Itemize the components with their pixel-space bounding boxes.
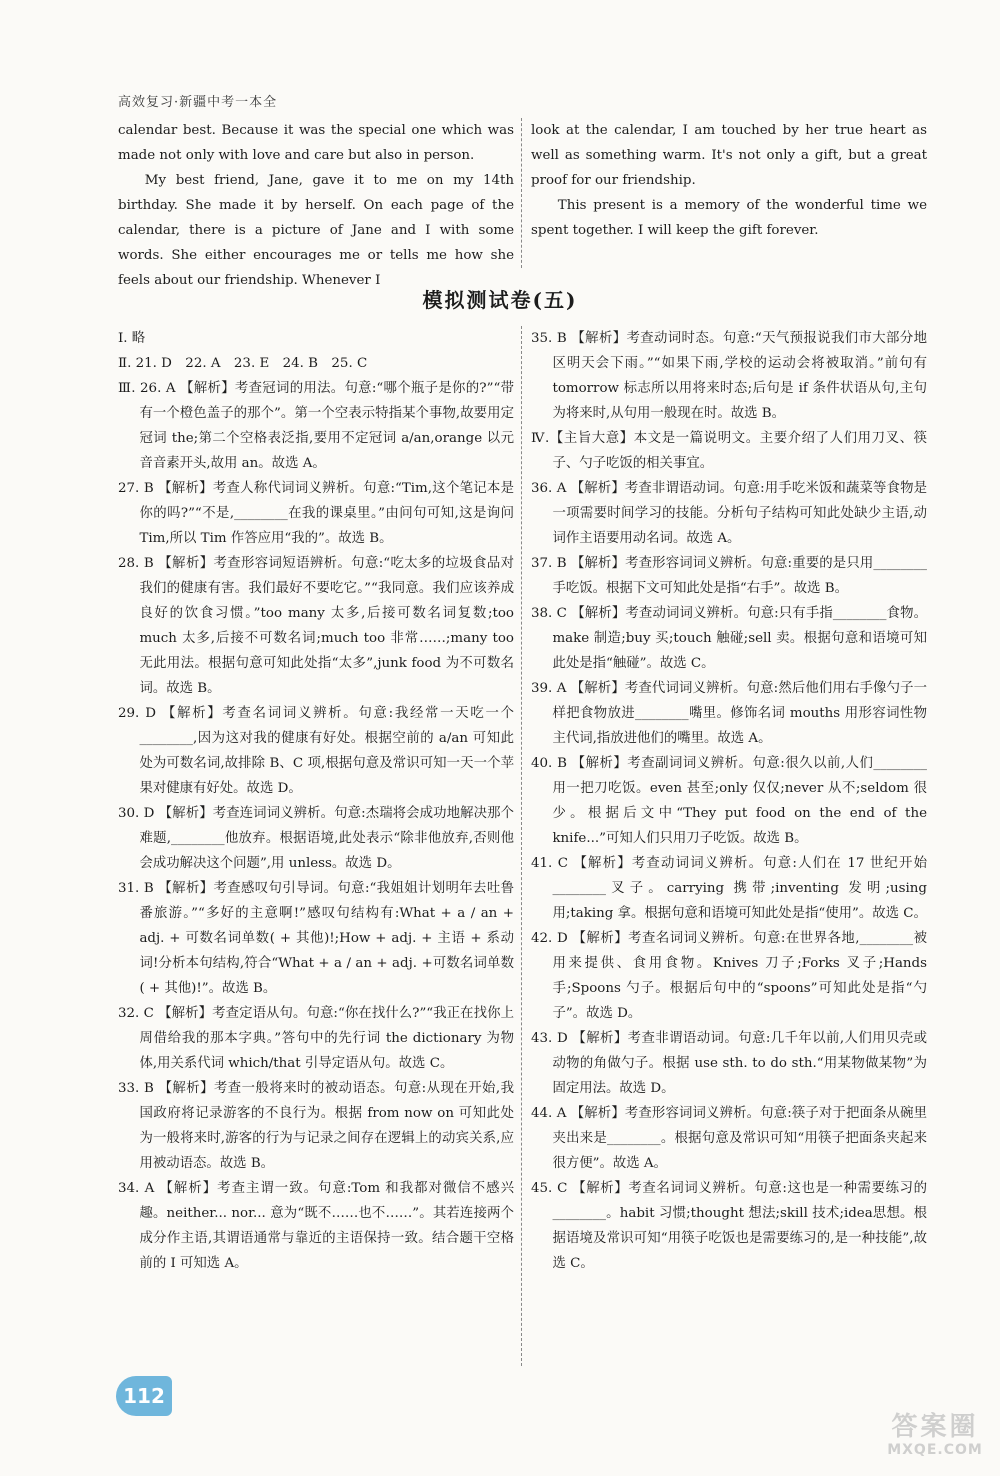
answer-item: 33. B 【解析】考查一般将来时的被动语态。句意:从现在开始,我国政府将记录游客的不良行为。根据 from now on 可知此处为一般将来时,游客的行为与记录之间存在逻辑上的动宾关系,应用被动语态。故选 B。: [118, 1081, 514, 1171]
essay-right-column: [531, 118, 927, 243]
answer-item: Ⅱ. 21. D 22. A 23. E 24. B 25. C: [118, 356, 368, 371]
watermark-url: MXQE.COM: [887, 1442, 983, 1458]
answer-item: 40. B 【解析】考查副词词义辨析。句意:很久以前,人们________用一把刀吃饭。even 甚至;only 仅仅;never 从不;seldom 很少。根据后文中“They put food on the end of the knife...”可知人们只用刀子吃饭。故选 B。: [531, 756, 927, 846]
running-header: 高效复习·新疆中考一本全: [118, 95, 278, 110]
answer-item: Ⅰ. 略: [118, 331, 146, 346]
answer-item: Ⅲ. 26. A 【解析】考查冠词的用法。句意:“哪个瓶子是你的?”“带有一个橙色盖子的那个”。第一个空表示特指某个事物,故要用定冠词 the;第二个空格表泛指,要用不定冠词 a/an,orange 以元音音素开头,故用 an。故选 A。: [118, 381, 514, 471]
answers-right-column: [531, 326, 927, 1276]
answer-item: 37. B 【解析】考查形容词词义辨析。句意:重要的是只用________手吃饭。根据下文可知此处是指“右手”。故选 B。: [531, 556, 927, 596]
essay-left-column: [118, 118, 514, 293]
answers-left-column: [118, 326, 514, 1276]
answer-item: 31. B 【解析】考查感叹句引导词。句意:“我姐姐计划明年去吐鲁番旅游。”“多好的主意啊!”感叹句结构有:What + a / an + adj. + 可数名词单数( + 其他)!;How + adj. + 主语 + 系动词!分析本句结构,符合“What + a / an + adj. +可数名词单数( + 其他)!”。故选 B。: [118, 881, 514, 996]
answer-item: 39. A 【解析】考查代词词义辨析。句意:然后他们用右手像勺子一样把食物放进________嘴里。修饰名词 mouths 用形容词性物主代词,指放进他们的嘴里。故选 A。: [531, 681, 927, 746]
essay-paragraph: This present is a memory of the wonderful time we spent together. I will keep the gift forever.: [531, 198, 927, 238]
page-number: 112: [116, 1376, 172, 1416]
answer-item: 45. C 【解析】考查名词词义辨析。句意:这也是一种需要练习的________。habit 习惯;thought 想法;skill 技术;idea思想。根据语境及常识可知“用筷子吃饭也是需要练习的,是一种技能”,故选 C。: [531, 1181, 927, 1271]
answer-item: 38. C 【解析】考查动词词义辨析。句意:只有手指________食物。make 制造;buy 买;touch 触碰;sell 卖。根据句意和语境可知此处是指“触碰”。故选 C。: [531, 606, 927, 671]
answer-item: 27. B 【解析】考查人称代词词义辨析。句意:“Tim,这个笔记本是你的吗?”“不是,________在我的课桌里。”由问句可知,这是询问 Tim,所以 Tim 作答应用“我的”。故选 B。: [118, 481, 514, 546]
watermark-logo: [880, 1412, 990, 1468]
essay-paragraph: My best friend, Jane, gave it to me on my 14th birthday. She made it by herself. On each page of the calendar, there is a picture of Jane and I with some words. She either encourages me or tells me how she feels about our friendship. Whenever I: [118, 173, 514, 288]
answer-item: 34. A 【解析】考查主谓一致。句意:Tom 和我都对微信不感兴趣。neither... nor... 意为“既不……也不……”。其若连接两个成分作主语,其谓语通常与靠近的主语保持一致。结合题干空格前的 I 可知选 A。: [118, 1181, 514, 1271]
answer-item: 29. D 【解析】考查名词词义辨析。句意:我经常一天吃一个________,因为这对我的健康有好处。根据空前的 a/an 可知此处为可数名词,故排除 B、C 项,根据句意及常识可知一天一个苹果对健康有好处。故选 D。: [118, 706, 514, 796]
essay-paragraph: calendar best. Because it was the special one which was made not only with love and care but also in person.: [118, 123, 514, 163]
column-divider: [521, 118, 522, 268]
answer-item: 30. D 【解析】考查连词词义辨析。句意:杰瑞将会成功地解决那个难题,________他放弃。根据语境,此处表示“除非他放弃,否则他会成功解决这个问题”,用 unless。故选 D。: [118, 806, 514, 871]
column-divider: [521, 326, 522, 1366]
answer-item: 44. A 【解析】考查形容词词义辨析。句意:筷子对于把面条从碗里夹出来是________。根据句意及常识可知“用筷子把面条夹起来很方便”。故选 A。: [531, 1106, 927, 1171]
answer-item: 35. B 【解析】考查动词时态。句意:“天气预报说我们市大部分地区明天会下雨。”“如果下雨,学校的运动会将被取消。”前句有 tomorrow 标志所以用将来时态;后句是 if 条件状语从句,主句为将来时,从句用一般现在时。故选 B。: [531, 331, 927, 421]
section-title: 模拟测试卷(五): [422, 288, 578, 312]
answer-item: 42. D 【解析】考查名词词义辨析。句意:在世界各地,________被用来提供、食用食物。Knives 刀子;Forks 叉子;Hands 手;Spoons 勺子。根据后句中的“spoons”可知此处是指“勺子”。故选 D。: [531, 931, 927, 1021]
answer-item: 36. A 【解析】考查非谓语动词。句意:用手吃米饭和蔬菜等食物是一项需要时间学习的技能。分析句子结构可知此处缺少主语,动词作主语要用动名词。故选 A。: [531, 481, 927, 546]
essay-paragraph: look at the calendar, I am touched by her true heart as well as something warm. It's not only a gift, but a great proof for our friendship.: [531, 123, 927, 188]
answer-item: Ⅳ.【主旨大意】本文是一篇说明文。主要介绍了人们用刀叉、筷子、勺子吃饭的相关事宜。: [531, 431, 927, 471]
watermark-text: 答案圈: [891, 1412, 979, 1442]
answer-item: 28. B 【解析】考查形容词短语辨析。句意:“吃太多的垃圾食品对我们的健康有害。我们最好不要吃它。”“我同意。我们应该养成良好的饮食习惯。”too many 太多,后接可数名词复数;too much 太多,后接不可数名词;much too 非常……;many too 无此用法。根据句意可知此处指“太多”,junk food 为不可数名词。故选 B。: [118, 556, 514, 696]
answer-item: 41. C 【解析】考查动词词义辨析。句意:人们在 17 世纪开始________叉子。carrying 携带;inventing 发明;using 用;taking 拿。根据句意和语境可知此处是指“使用”。故选 C。: [531, 856, 927, 921]
answer-item: 43. D 【解析】考查非谓语动词。句意:几千年以前,人们用贝壳或动物的角做勺子。根据 use sth. to do sth.“用某物做某物”为固定用法。故选 D。: [531, 1031, 927, 1096]
answer-item: 32. C 【解析】考查定语从句。句意:“你在找什么?”“我正在找你上周借给我的那本字典。”答句中的先行词 the dictionary 为物体,用关系代词 which/that 引导定语从句。故选 C。: [118, 1006, 514, 1071]
